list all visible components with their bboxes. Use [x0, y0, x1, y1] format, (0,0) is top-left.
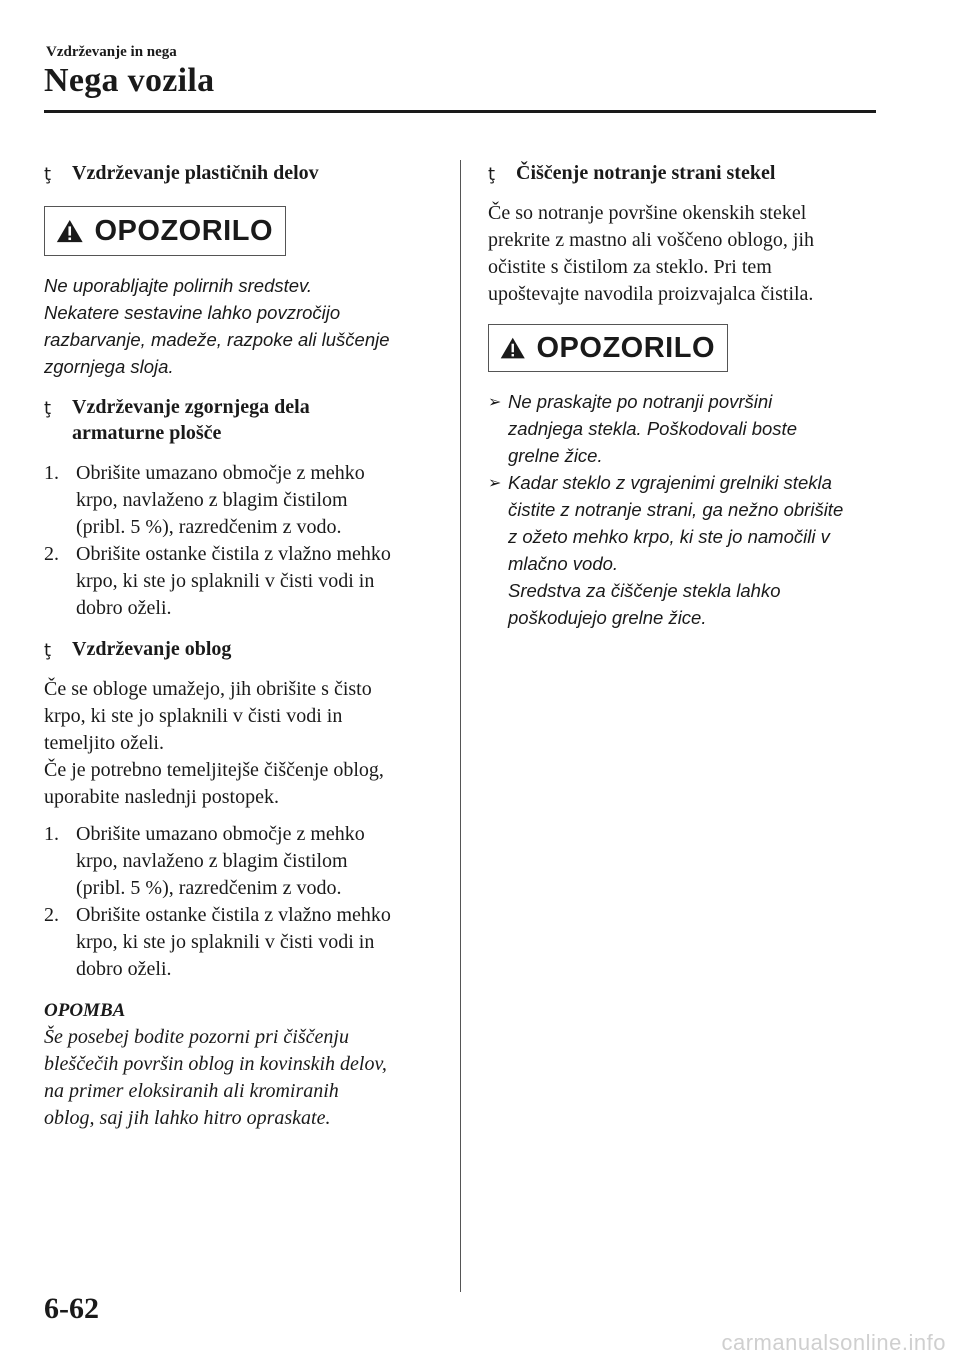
dashboard-steps	[44, 460, 440, 622]
list-item: ➢ Kadar steklo z vgrajenimi grelniki stekla čistite z notranje strani, ga nežno obrišite z ožeto mehko krpo, ki ste jo namočili v mlačno vodo. Sredstva za čiščenje stekla lahko poškodujejo grelne žice.	[488, 469, 884, 631]
list-item: 2. Obrišite ostanke čistila z vlažno mehko krpo, ki ste jo splaknili v čisti vodi in dobro oželi.	[44, 904, 391, 980]
section-marker-icon: ţ	[44, 640, 52, 661]
plastic-warning-text: Ne uporabljajte polirnih sredstev. Nekatere sestavine lahko povzročijo razbarvanje, madeže, razpoke ali luščenje zgornjega sloja.	[44, 275, 390, 377]
upholstery-heading: ţ Vzdrževanje oblog	[44, 636, 440, 662]
upholstery-paragraph: Če se obloge umažejo, jih obrišite s čisto krpo, ki ste jo splaknili v čisti vodi in temeljito oželi. Če je potrebno temeljitejše čiščenje oblog, uporabite naslednji postopek.	[44, 678, 384, 808]
breadcrumb: Vzdrževanje in nega	[46, 44, 177, 60]
section-marker-icon: ţ	[44, 398, 52, 419]
arrow-bullet-icon: ➢	[488, 392, 502, 411]
warning-triangle-icon	[499, 334, 527, 362]
dashboard-heading: ţ Vzdrževanje zgornjega dela armaturne plošče	[44, 396, 310, 444]
list-item: 1. Obrišite umazano območje z mehko krpo, navlaženo z blagim čistilom (pribl. 5 %), razredčenim z vodo.	[44, 462, 365, 538]
plastic-heading: ţ Vzdrževanje plastičnih delov	[44, 160, 440, 186]
glass-heading: ţ Čiščenje notranje strani stekel	[488, 160, 884, 186]
page-number: 6-62	[44, 1292, 99, 1325]
page-title: Nega vozila	[44, 62, 215, 99]
glass-paragraph: Če so notranje površine okenskih stekel prekrite z mastno ali voščeno oblogo, jih očistite s čistilom za steklo. Pri tem upoštevajte navodila proizvajalca čistila.	[488, 202, 815, 305]
watermark: carmanualsonline.info	[721, 1330, 946, 1355]
arrow-bullet-icon: ➢	[488, 473, 502, 492]
section-marker-icon: ţ	[488, 164, 496, 185]
warning-box	[44, 206, 286, 256]
list-item: 2. Obrišite ostanke čistila z vlažno mehko krpo, ki ste jo splaknili v čisti vodi in dobro oželi.	[44, 543, 391, 619]
note-label: OPOMBA	[44, 1000, 126, 1021]
column-divider	[460, 160, 461, 1292]
warning-label: OPOZORILO	[94, 214, 273, 247]
glass-warning-list	[488, 388, 884, 631]
section-marker-icon: ţ	[44, 164, 52, 185]
right-column	[488, 160, 884, 631]
header-rule	[44, 110, 876, 113]
left-column	[44, 160, 440, 1132]
list-item: 1. Obrišite umazano območje z mehko krpo, navlaženo z blagim čistilom (pribl. 5 %), razredčenim z vodo.	[44, 823, 365, 899]
warning-triangle-icon	[55, 217, 85, 245]
warning-label: OPOZORILO	[536, 331, 715, 364]
list-item: ➢ Ne praskajte po notranji površini zadnjega stekla. Poškodovali boste grelne žice.	[488, 388, 884, 469]
warning-box	[488, 324, 728, 372]
upholstery-steps	[44, 821, 440, 983]
note-text: Še posebej bodite pozorni pri čiščenju bleščečih površin oblog in kovinskih delov, na primer eloksiranih ali kromiranih oblog, saj jih lahko hitro opraskate.	[44, 1026, 387, 1129]
